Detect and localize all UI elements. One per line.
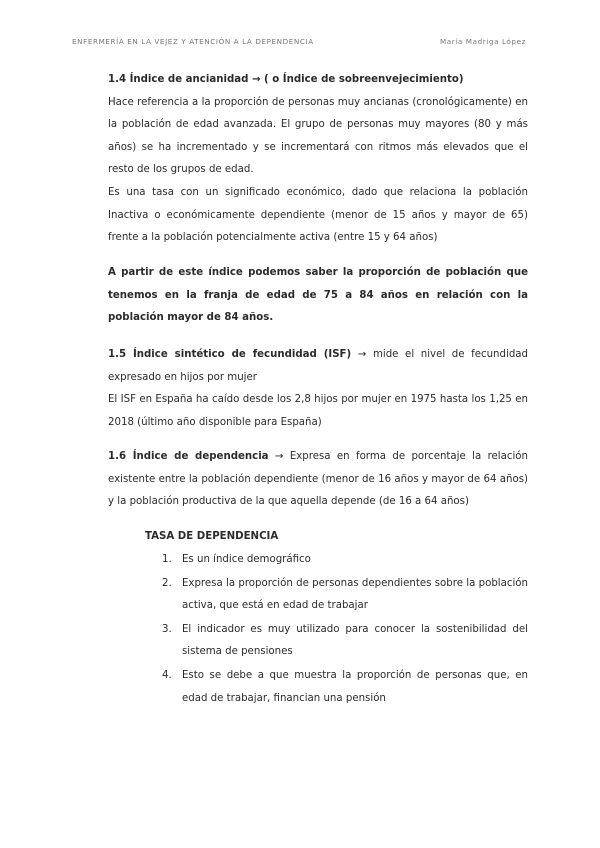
section-1-4-paragraph-1: Hace referencia a la proporción de personas muy ancianas (cronológicamente) en la población de edad avanzada. El grupo de personas muy mayores (80 y más años) se ha incrementado y se incrementará con ritmos más elevados que el resto de los grupos de edad. (108, 96, 528, 176)
tasa-dependencia-title: TASA DE DEPENDENCIA (145, 531, 279, 542)
list-item (162, 665, 528, 710)
section-1-5-intro (108, 344, 528, 389)
list-item-number: 4. (162, 669, 172, 681)
section-1-4-paragraph-2: Es una tasa con un significado económico, dado que relaciona la población Inactiva o económicamente dependiente (menor de 15 años y mayor de 65) frente a la población potencialmente activa (entre 15 y 64 años) (108, 186, 528, 244)
list-item-text: Esto se debe a que muestra la proporción de personas que, en edad de trabajar, financian una pensión (182, 669, 528, 704)
page-header-title: ENFERMERÍA EN LA VEJEZ Y ATENCIÓN A LA DEPENDENCIA (72, 37, 314, 46)
list-item (162, 573, 528, 618)
list-item-number: 1. (162, 554, 172, 565)
list-item-number: 2. (162, 577, 172, 589)
page-header-author: María Madriga López (439, 37, 526, 46)
list-item-number: 3. (162, 623, 172, 635)
section-1-6-title: 1.6 Índice de dependencia (108, 451, 269, 462)
section-1-4-title: 1.4 Índice de ancianidad → ( o Índice de sobreenvejecimiento) (108, 74, 464, 85)
section-1-6-intro (108, 446, 528, 514)
section-1-5-definition: → mide el nivel de fecundidad expresado en hijos por mujer (108, 349, 528, 383)
section-1-5-title: 1.5 Índice sintético de fecundidad (ISF) (108, 349, 352, 360)
list-item (162, 549, 528, 572)
section-1-4-highlight (108, 262, 528, 330)
section-1-4 (108, 69, 528, 250)
tasa-dependencia-list (162, 549, 528, 711)
list-item-text: El indicador es muy utilizado para conocer la sostenibilidad del sistema de pensiones (182, 623, 528, 658)
section-1-5-paragraph: El ISF en España ha caído desde los 2,8 hijos por mujer en 1975 hasta los 1,25 en 2018 (último año disponible para España) (108, 394, 528, 428)
list-item-text: Expresa la proporción de personas dependientes sobre la población activa, que está en edad de trabajar (182, 577, 528, 612)
list-item-text: Es un índice demográfico (182, 554, 311, 565)
section-1-4-bold-paragraph: A partir de este índice podemos saber la proporción de población que tenemos en la franja de edad de 75 a 84 años en relación con la población mayor de 84 años. (108, 267, 528, 324)
list-item (162, 619, 528, 664)
section-1-5 (108, 344, 528, 434)
section-1-6 (108, 446, 528, 514)
section-1-6-definition: → Expresa en forma de porcentaje la relación existente entre la población dependiente (menor de 16 años y mayor de 64 años) y la población productiva de la que aquella depende (de 16 a 64 años) (108, 451, 528, 508)
